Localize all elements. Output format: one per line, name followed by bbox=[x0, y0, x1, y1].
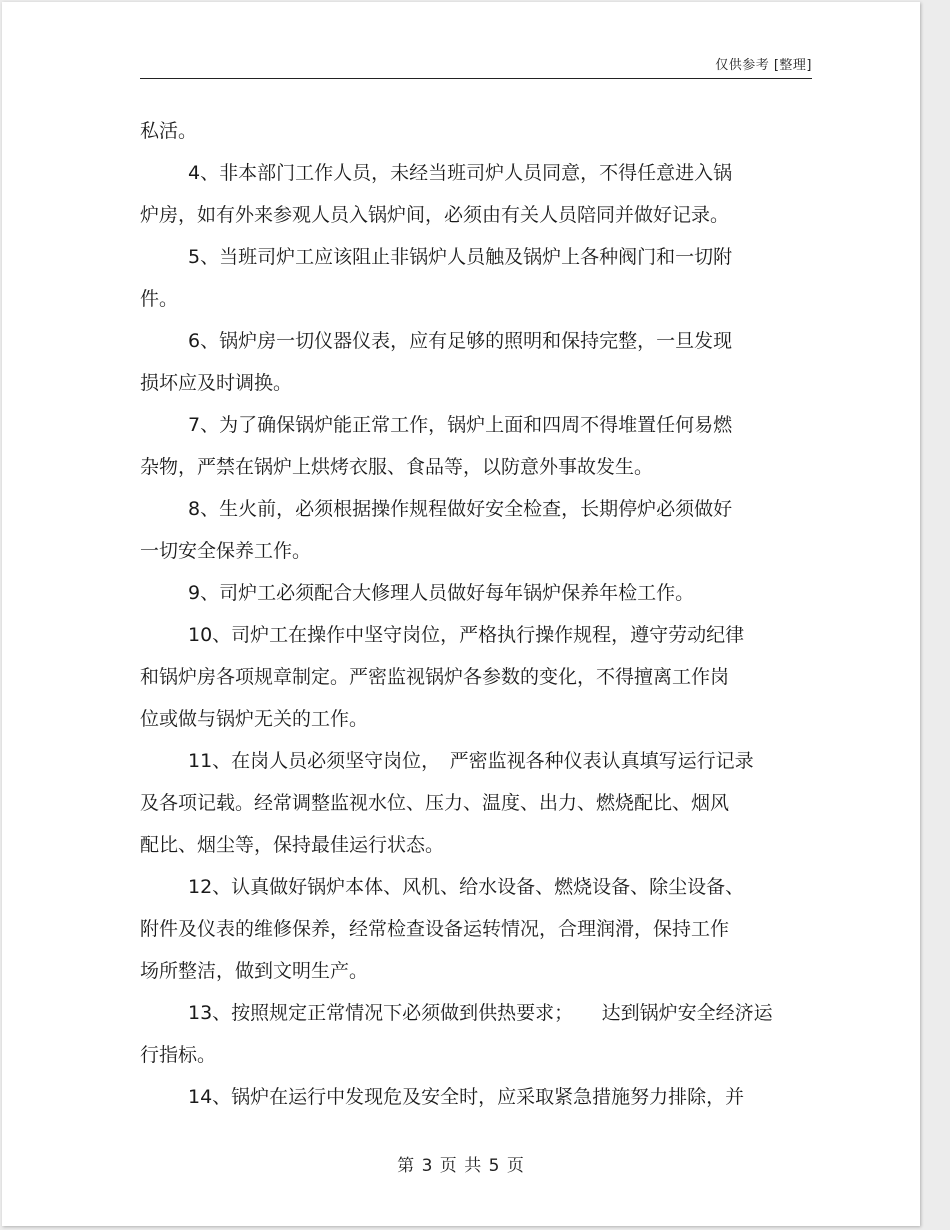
text-line: 损坏应及时调换。 bbox=[140, 372, 293, 394]
text-line: 5、当班司炉工应该阻止非锅炉人员触及锅炉上各种阀门和一切附 bbox=[188, 246, 733, 268]
text-line: 一切安全保养工作。 bbox=[140, 540, 312, 562]
text-line: 4、非本部门工作人员，未经当班司炉人员同意，不得任意进入锅 bbox=[188, 162, 733, 184]
text-line: 7、为了确保锅炉能正常工作，锅炉上面和四周不得堆置任何易燃 bbox=[188, 414, 733, 436]
text-line: 14、锅炉在运行中发现危及安全时，应采取紧急措施努力排除，并 bbox=[188, 1086, 745, 1108]
text-line: 杂物，严禁在锅炉上烘烤衣服、食品等，以防意外事故发生。 bbox=[140, 456, 654, 478]
header-text: 仅供参考 [整理] bbox=[715, 58, 812, 73]
text-line: 13、按照规定正常情况下必须做到供热要求； 达到锅炉安全经济运 bbox=[188, 1002, 773, 1024]
text-line: 炉房，如有外来参观人员入锅炉间，必须由有关人员陪同并做好记录。 bbox=[140, 204, 730, 226]
text-line: 9、司炉工必须配合大修理人员做好每年锅炉保养年检工作。 bbox=[188, 582, 695, 604]
text-line: 件。 bbox=[140, 288, 179, 310]
text-line: 8、生火前，必须根据操作规程做好安全检查，长期停炉必须做好 bbox=[188, 498, 733, 520]
document-page bbox=[2, 2, 920, 1226]
text-line: 行指标。 bbox=[140, 1044, 217, 1066]
text-line: 12、认真做好锅炉本体、风机、给水设备、燃烧设备、除尘设备、 bbox=[188, 876, 745, 898]
text-line: 6、锅炉房一切仪器仪表，应有足够的照明和保持完整，一旦发现 bbox=[188, 330, 733, 352]
text-line: 场所整洁，做到文明生产。 bbox=[140, 960, 369, 982]
text-line: 私活。 bbox=[140, 120, 198, 142]
text-line: 及各项记载。经常调整监视水位、压力、温度、出力、燃烧配比、烟风 bbox=[140, 792, 730, 814]
text-line: 配比、烟尘等，保持最佳运行状态。 bbox=[140, 834, 445, 856]
text-line: 位或做与锅炉无关的工作。 bbox=[140, 708, 369, 730]
text-line: 11、在岗人员必须坚守岗位， 严密监视各种仪表认真填写运行记录 bbox=[188, 750, 754, 772]
page-footer: 第 3 页 共 5 页 bbox=[397, 1156, 525, 1176]
body-text bbox=[140, 110, 812, 1118]
page-header bbox=[140, 58, 812, 79]
text-line: 附件及仪表的维修保养，经常检查设备运转情况，合理润滑，保持工作 bbox=[140, 918, 730, 940]
text-line: 10、司炉工在操作中坚守岗位，严格执行操作规程，遵守劳动纪律 bbox=[188, 624, 745, 646]
text-line: 和锅炉房各项规章制定。严密监视锅炉各参数的变化，不得擅离工作岗 bbox=[140, 666, 730, 688]
